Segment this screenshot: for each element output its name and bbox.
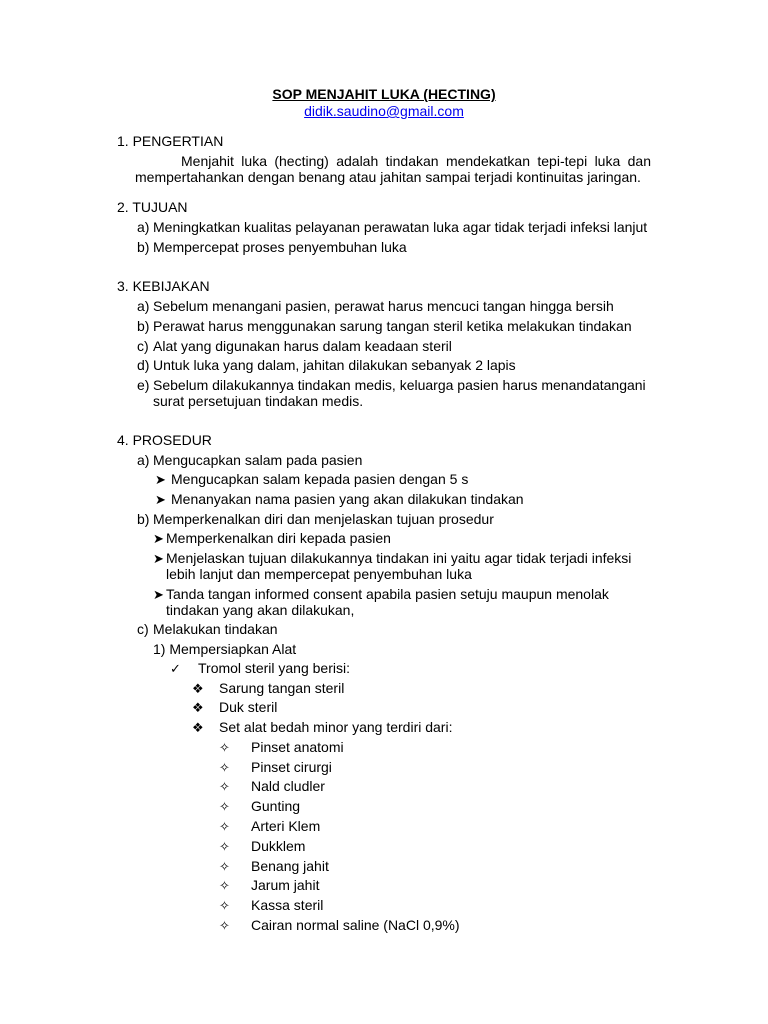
list-item-text: Pinset cirurgi [251, 759, 332, 775]
star-bullet-icon: ✧ [219, 840, 230, 855]
set-item [219, 758, 332, 779]
list-item-text: Tromol steril yang berisi: [198, 660, 350, 676]
pengertian-paragraph-line2: mempertahankan dengan benang atau jahitan sampai terjadi kontinuitas jaringan. [135, 169, 641, 185]
step-item: 1) Mempersiapkan Alat [153, 641, 297, 657]
list-item [137, 356, 516, 376]
list-marker: b) [137, 239, 150, 255]
diamond-bullet-icon: ❖ [192, 701, 204, 716]
arrow-bullet-icon: ➤ [153, 588, 164, 603]
list-item [137, 218, 647, 238]
list-item-text: Perawat harus menggunakan sarung tangan steril ketika melakukan tindakan [153, 318, 632, 334]
list-item [137, 317, 632, 337]
diamond-bullet-icon: ❖ [192, 682, 204, 697]
list-marker: b) [137, 511, 150, 527]
list-item-text: Memperkenalkan diri dan menjelaskan tujuan prosedur [153, 511, 494, 527]
tromol-item [192, 679, 344, 700]
checkmark-icon: ✓ [170, 662, 181, 677]
list-item-text: Jarum jahit [251, 877, 320, 893]
list-item-text: Mengucapkan salam pada pasien [153, 452, 363, 468]
set-item [219, 896, 323, 917]
list-marker: a) [137, 452, 150, 468]
section-heading-prosedur: 4. PROSEDUR [117, 432, 212, 448]
sub-list-item [153, 529, 391, 550]
section-heading-pengertian: 1. PENGERTIAN [117, 133, 224, 149]
list-item-text: Cairan normal saline (NaCl 0,9%) [251, 917, 460, 933]
tromol-item [192, 698, 277, 719]
list-item-continuation: surat persetujuan tindakan medis. [153, 393, 364, 409]
tromol-item [192, 718, 452, 739]
list-item [137, 451, 362, 471]
list-item-text: Memperkenalkan diri kepada pasien [166, 530, 391, 546]
arrow-bullet-icon: ➤ [155, 473, 166, 488]
list-marker: c) [137, 621, 149, 637]
set-item [219, 857, 329, 878]
author-email-link[interactable]: didik.saudino@gmail.com [304, 103, 464, 119]
list-marker: b) [137, 318, 150, 334]
star-bullet-icon: ✧ [219, 899, 230, 914]
sub-list-item [155, 470, 468, 491]
list-item [137, 510, 494, 530]
star-bullet-icon: ✧ [219, 860, 230, 875]
section-heading-tujuan: 2. TUJUAN [117, 199, 188, 215]
set-item [219, 876, 319, 897]
star-bullet-icon: ✧ [219, 800, 230, 815]
list-item-text: Alat yang digunakan harus dalam keadaan steril [153, 338, 452, 354]
arrow-bullet-icon: ➤ [153, 552, 164, 567]
document-title: SOP MENJAHIT LUKA (HECTING) [272, 86, 496, 102]
set-item [219, 837, 305, 858]
sub-list-item-continuation: tindakan yang akan dilakukan, [166, 602, 355, 618]
list-item-text: Meningkatkan kualitas pelayanan perawatan luka agar tidak terjadi infeksi lanjut [153, 219, 648, 235]
list-item [137, 238, 407, 258]
list-item [137, 297, 614, 317]
list-item-text: Untuk luka yang dalam, jahitan dilakukan sebanyak 2 lapis [153, 357, 516, 373]
list-item-text: Sebelum menangani pasien, perawat harus mencuci tangan hingga bersih [153, 298, 614, 314]
arrow-bullet-icon: ➤ [155, 493, 166, 508]
star-bullet-icon: ✧ [219, 820, 230, 835]
sub-list-item [155, 490, 524, 511]
list-item-text: Melakukan tindakan [153, 621, 278, 637]
list-item-text: Mempercepat proses penyembuhan luka [153, 239, 407, 255]
list-item-text: Duk steril [219, 699, 278, 715]
list-marker: a) [137, 219, 150, 235]
list-item-text: Sarung tangan steril [219, 680, 345, 696]
list-item-text: Menjelaskan tujuan dilakukannya tindakan ini yaitu agar tidak terjadi infeksi [166, 550, 632, 566]
list-item-text: Nald cludler [251, 778, 325, 794]
list-marker: d) [137, 357, 150, 373]
pengertian-paragraph-line1: Menjahit luka (hecting) adalah tindakan mendekatkan tepi-tepi luka dan [181, 153, 651, 169]
star-bullet-icon: ✧ [219, 741, 230, 756]
list-item-text: Arteri Klem [251, 818, 321, 834]
list-marker: e) [137, 377, 150, 393]
set-item [219, 738, 344, 759]
section-heading-kebijakan: 3. KEBIJAKAN [117, 278, 210, 294]
list-item-text: Pinset anatomi [251, 739, 344, 755]
list-item [137, 620, 278, 640]
diamond-bullet-icon: ❖ [192, 721, 204, 736]
set-item [219, 916, 460, 937]
set-item [219, 797, 300, 818]
list-item-text: Sebelum dilakukannya tindakan medis, keluarga pasien harus menandatangani [153, 377, 646, 393]
list-item-text: Menanyakan nama pasien yang akan dilakukan tindakan [171, 491, 524, 507]
set-item [219, 777, 325, 798]
checklist-item [170, 659, 350, 680]
star-bullet-icon: ✧ [219, 761, 230, 776]
star-bullet-icon: ✧ [219, 780, 230, 795]
list-item-text: Kassa steril [251, 897, 324, 913]
list-item-text: Set alat bedah minor yang terdiri dari: [219, 719, 453, 735]
star-bullet-icon: ✧ [219, 879, 230, 894]
list-item-text: Benang jahit [251, 858, 329, 874]
star-bullet-icon: ✧ [219, 919, 230, 934]
set-item [219, 817, 320, 838]
list-item [137, 337, 452, 357]
arrow-bullet-icon: ➤ [153, 532, 164, 547]
list-marker: c) [137, 338, 149, 354]
list-marker: a) [137, 298, 150, 314]
list-item-text: Mengucapkan salam kepada pasien dengan 5 s [171, 471, 469, 487]
list-item-text: Dukklem [251, 838, 306, 854]
sub-list-item-continuation: lebih lanjut dan mempercepat penyembuhan luka [166, 566, 472, 582]
list-item-text: Tanda tangan informed consent apabila pasien setuju maupun menolak [166, 586, 609, 602]
list-item-text: Gunting [251, 798, 301, 814]
